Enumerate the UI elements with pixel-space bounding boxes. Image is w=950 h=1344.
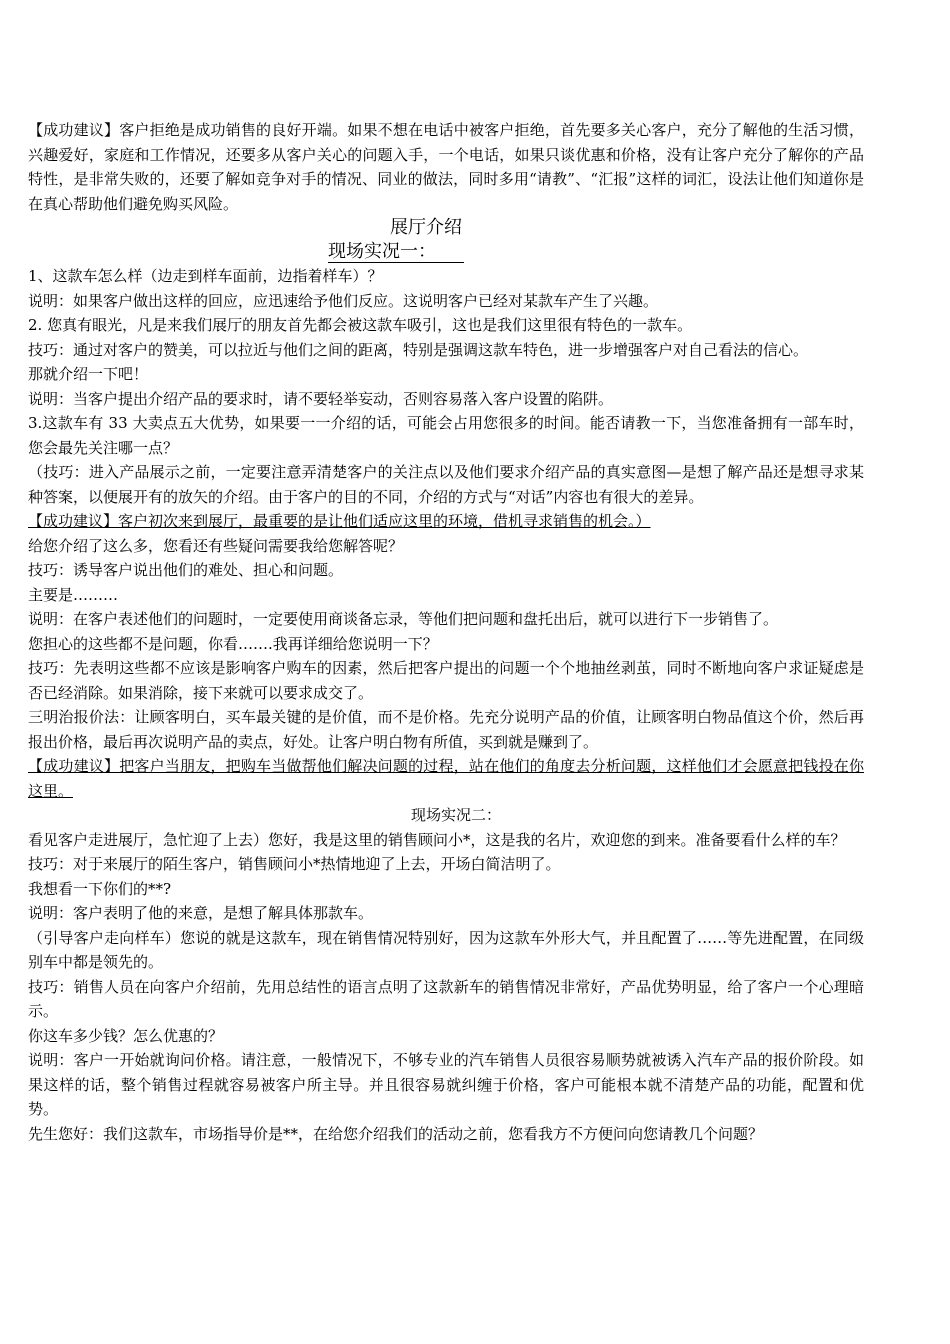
paragraph: 主要是……… [28, 585, 119, 604]
paragraph: 1、这款车怎么样（边走到样车面前，边指着样车）？ [28, 267, 383, 285]
paragraph: （技巧：进入产品展示之前，一定要注意弄清楚客户的关注点以及他们要求介绍产品的真实意图—是想了解产品还是想寻求某种答案，以便展开有的放矢的介绍。由于客户的目的不同，介绍的方式与“对话”内容也有很大的差异。 [28, 463, 864, 506]
paragraph: 您担心的这些都不是问题，你看…….我再详细给您说明一下？ [28, 634, 438, 653]
paragraph: 说明：在客户表述他们的问题时，一定要使用商谈备忘录，等他们把问题和盘托出后，就可以进行下一步销售了。 [28, 610, 779, 628]
section-title-hall: 展厅介绍 [390, 217, 462, 238]
scene-one-label: 现场实况一： [328, 241, 464, 263]
paragraph: 先生您好：我们这款车，市场指导价是**，在给您介绍我们的活动之前，您看我方不方便问向您请教几个问题？ [28, 1124, 764, 1143]
success-advice-underlined: 【成功建议】客户初次来到展厅，最重要的是让他们适应这里的环境，借机寻求销售的机会。） [28, 512, 651, 530]
paragraph: 技巧：诱导客户说出他们的难处、担心和问题。 [28, 561, 344, 579]
paragraph: 技巧：通过对客户的赞美，可以拉近与他们之间的距离，特别是强调这款车特色，进一步增强客户对自己看法的信心。 [28, 340, 809, 359]
section-title-scene-two: 现场实况二： [410, 806, 501, 824]
paragraph: 说明：当客户提出介绍产品的要求时，请不要轻举妄动，否则容易落入客户设置的陷阱。 [28, 389, 614, 408]
paragraph: 2. 您真有眼光，凡是来我们展厅的朋友首先都会被这款车吸引，这也是我们这里很有特色的一款车。 [28, 316, 693, 334]
paragraph: 三明治报价法：让顾客明白，买车最关键的是价值，而不是价格。先充分说明产品的价值，让顾客明白物品值这个价，然后再报出价格，最后再次说明产品的卖点，好处。让客户明白物有所值，买到就是赚到了。 [28, 708, 864, 751]
paragraph: （引导客户走向样车）您说的就是这款车，现在销售情况特别好，因为这款车外形大气，并且配置了……等先进配置，在同级别车中都是领先的。 [28, 928, 864, 971]
paragraph: 技巧：先表明这些都不应该是影响客户购车的因素，然后把客户提出的问题一个个地抽丝剥茧，同时不断地向客户求证疑虑是否已经消除。如果消除，接下来就可以要求成交了。 [28, 659, 864, 702]
paragraph: 说明：客户表明了他的来意，是想了解具体那款车。 [28, 904, 374, 922]
success-advice-underlined: 【成功建议】把客户当朋友，把购车当做帮他们解决问题的过程，站在他们的角度去分析问题，这样他们才会愿意把钱投在你这里。 [28, 757, 864, 800]
document-page [28, 118, 864, 1146]
paragraph: 说明：如果客户做出这样的回应，应迅速给予他们反应。这说明客户已经对某款车产生了兴趣。 [28, 291, 659, 310]
paragraph: 说明：客户一开始就询问价格。请注意，一般情况下，不够专业的汽车销售人员很容易顺势就被诱入汽车产品的报价阶段。如果这样的话，整个销售过程就容易被客户所主导。并且很容易就纠缠于价格，客户可能根本就不清楚产品的功能，配置和优势。 [28, 1051, 864, 1118]
section-title-scene-one [0, 240, 864, 264]
paragraph: 你这车多少钱？怎么优惠的？ [28, 1026, 224, 1045]
paragraph: 3.这款车有 33 大卖点五大优势，如果要一一介绍的话，可能会占用您很多的时间。能否请教一下，当您准备拥有一部车时，您会最先关注哪一点？ [28, 414, 864, 457]
paragraph: 技巧：销售人员在向客户介绍前，先用总结性的语言点明了这款新车的销售情况非常好，产品优势明显，给了客户一个心理暗示。 [28, 977, 864, 1020]
paragraph: 那就介绍一下吧！ [28, 365, 149, 383]
paragraph: 我想看一下你们的**? [28, 879, 172, 898]
success-advice-paragraph: 【成功建议】客户拒绝是成功销售的良好开端。如果不想在电话中被客户拒绝，首先要多关心客户，充分了解他的生活习惯，兴趣爱好，家庭和工作情况，还要多从客户关心的问题入手，一个电话，如果只谈优惠和价格，没有让客户充分了解你的产品特性，是非常失败的，还要了解如竞争对手的情况、同业的做法，同时多用“请教”、“汇报”这样的词汇，设法让他们知道你是在真心帮助他们避免购买风险。 [28, 121, 864, 213]
paragraph: 技巧：对于来展厅的陌生客户，销售顾问小*热情地迎了上去，开场白简洁明了。 [28, 855, 561, 873]
paragraph: 看见客户走进展厅，急忙迎了上去）您好，我是这里的销售顾问小*，这是我的名片，欢迎您的到来。准备要看什么样的车？ [28, 830, 846, 849]
paragraph: 给您介绍了这么多，您看还有些疑问需要我给您解答呢？ [28, 536, 404, 555]
